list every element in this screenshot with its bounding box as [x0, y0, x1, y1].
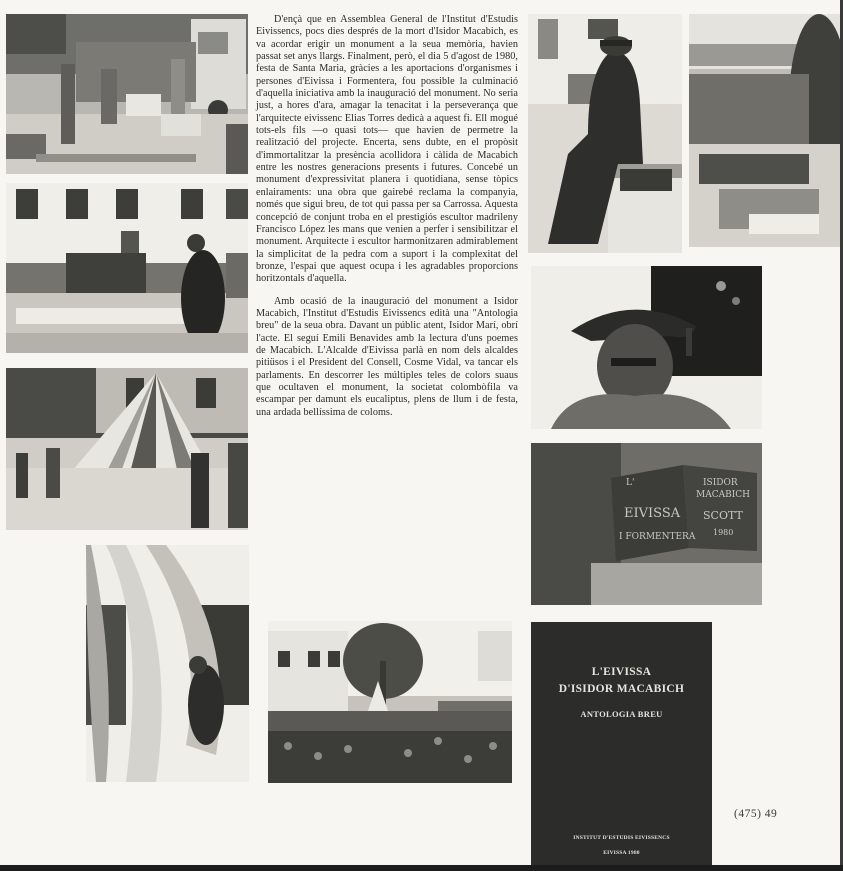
photo-statue-seated — [528, 14, 682, 253]
book-place-year: EIVISSA 1980 — [603, 850, 640, 856]
photo-statue-book — [531, 443, 762, 605]
book-title-line-2: D'ISIDOR MACABICH — [558, 683, 685, 695]
photo-unveiling-cloth — [86, 545, 249, 782]
statue-book-text-2: EIVISSA — [624, 506, 681, 521]
page-bottom-rule — [0, 865, 843, 871]
photo-crowd-ceremony — [268, 621, 512, 783]
book-title-line-1: L'EIVISSA — [591, 666, 652, 678]
article-text — [256, 14, 518, 419]
statue-book-text-3: I FORMENTERA — [619, 532, 696, 542]
statue-book-text-6: SCOTT — [703, 509, 743, 522]
statue-book-text-7: 1980 — [713, 528, 734, 537]
statue-book-text-1: L' — [626, 478, 635, 488]
photo-monument-street — [6, 183, 248, 353]
article-paragraph: Amb ocasió de la inauguració del monument a Isidor Macabich, l'Institut d'Estudis Eivissencs edità una "Antologia breu" de la seua obra. Davant un públic atent, Isidor Marí, obrí l'acte. El seguí Emili Benavides amb la lectura d'uns poemes de Macabich. L'Alcalde d'Eivissa parlà en nom dels alcaldes pitiüsos i el President del Consell, Cosme Vidal, va tancar els parlaments. En descorrer les múltiples teles de colors suaus que ocultaven el monument, la societat colombòfila va escampar per damunt els eucaliptus, plens de llum i de festa, una ardada bellíssima de coloms. — [256, 295, 518, 418]
statue-book-text-5: MACABICH — [696, 490, 751, 500]
book-cover — [531, 622, 712, 868]
article-paragraph: D'ençà que en Assemblea General de l'Institut d'Estudis Eivissencs, pocs dies després de la mort d'Isidor Macabich, es va acordar erigir un monument a la seua memòria, havien passat set anys llargs. Finalment, però, el dia 5 d'agost de 1980, festa de Santa Maria, gràcies a les aportacions d'organismes i persones d'Eivissa i Formentera, fou possible la culminació d'aquella iniciativa amb la inauguració del monument. No seria just, a hores d'ara, amagar la tenacitat i la perseverança que l'arquitecte eivissenc Elias Torres dedicà a aquest fi. Ell mogué tots-els fils —o quasi tots— que havien de permetre la realització del projecte. Encerta, sens dubte, en el propòsit d'immortalitzar la presència acollidora i càlida de Macabich entre les nostres generacions presents i futures. Concebé un monument d'expressivitat planera i quotidiana, sense tòpics enlairaments: una obra que gairebé reclama la companyia, només que sigui breu, de tot qui passa per sa Carrossa. Aquesta concepció de conjunt troba en el prestigiós escultor madrileny Francisco López les mans que venien a perfer i sensibilitzar el monument. Arquitecte i escultor harmonitzaren admirablement la simplicitat de la pedra com a suport i la complexitat del bronze, l'espai que aquest ocupa i les agradables proporcions horitzontals d'aquella. — [256, 14, 518, 285]
photo-covered-monument — [6, 368, 248, 530]
book-publisher: INSTITUT D'ESTUDIS EIVISSENCS — [573, 835, 670, 841]
photo-plaza-trees — [689, 14, 840, 247]
page-number: (475) 49 — [734, 808, 778, 820]
book-subtitle: ANTOLOGIA BREU — [580, 709, 663, 719]
book-title — [531, 664, 712, 698]
photo-workers-truck — [6, 14, 248, 174]
photo-statue-face — [531, 266, 762, 429]
statue-book-text-4: ISIDOR — [703, 478, 738, 488]
